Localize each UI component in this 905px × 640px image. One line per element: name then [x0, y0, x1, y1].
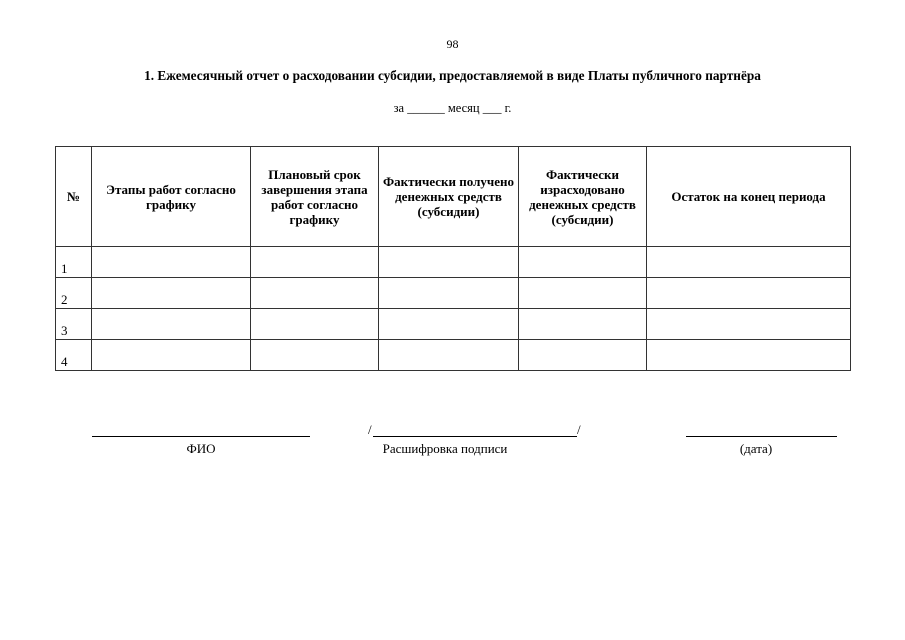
cell-funds-spent[interactable] [519, 247, 647, 278]
cell-planned-deadline[interactable] [251, 309, 379, 340]
table-row [56, 309, 851, 340]
row-number: 4 [56, 340, 92, 371]
row-number: 3 [56, 309, 92, 340]
decryption-slash-right: / [577, 422, 581, 437]
decryption-signature-line[interactable] [373, 436, 577, 437]
period-line: за ______ месяц ___ г. [393, 101, 512, 115]
cell-work-stage[interactable] [92, 340, 251, 371]
column-header-number: № [56, 147, 92, 247]
fio-label: ФИО [186, 441, 216, 456]
report-table [55, 146, 851, 371]
document-title: 1. Ежемесячный отчет о расходовании субсидии, предоставляемой в виде Платы публичного партнёра [144, 68, 761, 83]
table-row [56, 278, 851, 309]
table-row [56, 340, 851, 371]
cell-period-end-balance[interactable] [647, 340, 851, 371]
cell-work-stage[interactable] [92, 309, 251, 340]
date-label: (дата) [739, 441, 773, 456]
cell-funds-received[interactable] [379, 247, 519, 278]
table-row [56, 247, 851, 278]
cell-funds-received[interactable] [379, 309, 519, 340]
cell-work-stage[interactable] [92, 247, 251, 278]
date-signature-line[interactable] [686, 436, 837, 437]
row-number: 2 [56, 278, 92, 309]
cell-funds-spent[interactable] [519, 340, 647, 371]
decryption-label: Расшифровка подписи [382, 441, 508, 456]
column-header-period-end-balance: Остаток на конец периода [647, 147, 851, 247]
column-header-funds-spent: Фактически израсходовано денежных средств (субсидии) [519, 147, 647, 247]
cell-funds-received[interactable] [379, 340, 519, 371]
page-number: 98 [446, 37, 459, 51]
cell-funds-spent[interactable] [519, 309, 647, 340]
decryption-slash-left: / [368, 422, 372, 437]
cell-period-end-balance[interactable] [647, 278, 851, 309]
table-header-row [56, 147, 851, 247]
cell-period-end-balance[interactable] [647, 247, 851, 278]
fio-signature-line[interactable] [92, 436, 310, 437]
cell-planned-deadline[interactable] [251, 278, 379, 309]
row-number: 1 [56, 247, 92, 278]
cell-period-end-balance[interactable] [647, 309, 851, 340]
column-header-work-stages: Этапы работ согласно графику [92, 147, 251, 247]
cell-work-stage[interactable] [92, 278, 251, 309]
cell-funds-spent[interactable] [519, 278, 647, 309]
column-header-funds-received: Фактически получено денежных средств (субсидии) [379, 147, 519, 247]
cell-planned-deadline[interactable] [251, 247, 379, 278]
cell-funds-received[interactable] [379, 278, 519, 309]
cell-planned-deadline[interactable] [251, 340, 379, 371]
column-header-planned-deadline: Плановый срок завершения этапа работ согласно графику [251, 147, 379, 247]
